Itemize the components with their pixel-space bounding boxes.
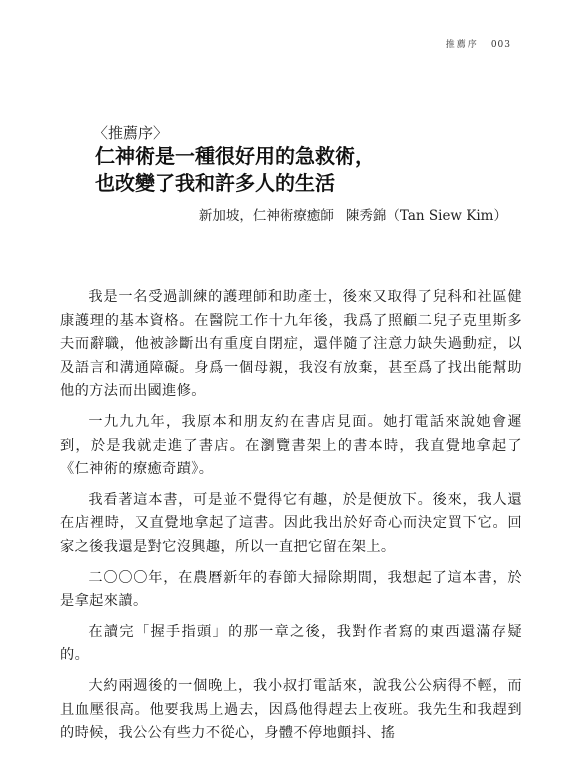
article-title-line-2: 也改變了我和許多人的生活 <box>95 171 335 195</box>
running-head-section: 推薦序 <box>445 40 479 50</box>
paragraph: 我看著這本書，可是並不覺得它有趣，於是便放下。後來，我人還在店裡時，又直覺地拿起了這書。因此我出於好奇心而決定買下它。回家之後我還是對它沒興趣，所以一直把它留在架上。 <box>60 491 522 555</box>
page-number: 003 <box>490 40 511 50</box>
author-role: 新加坡，仁神術療癒師 <box>198 208 334 224</box>
paragraph: 我是一名受過訓練的護理師和助產士，後來又取得了兒科和社區健康護理的基本資格。在醫院工作十九年後，我爲了照顧二兒子克里斯多夫而辭職，他被診斷出有重度自閉症，還伴隨了注意力缺失過動症，以及語言和溝通障礙。身爲一個母親，我沒有放棄，甚至爲了找出能幫助他的方法而出國進修。 <box>60 289 522 400</box>
paragraph: 一九九九年，我原本和朋友約在書店見面。她打電話來說她會遲到，於是我就走進了書店。在瀏覽書架上的書本時，我直覺地拿起了《仁神術的療癒奇蹟》。 <box>60 413 522 478</box>
body-text <box>60 286 522 753</box>
author-byline <box>199 204 507 224</box>
section-tag: 〈推薦序〉 <box>93 124 169 142</box>
article-title <box>95 143 375 197</box>
running-head <box>446 37 511 50</box>
paragraph: 在讀完「握手指頭」的那一章之後，我對作者寫的東西還滿存疑的。 <box>60 623 522 664</box>
paragraph: 二〇〇〇年，在農曆新年的春節大掃除期間，我想起了這本書，於是拿起來讀。 <box>60 569 522 610</box>
paragraph: 大約兩週後的一個晚上，我小叔打電話來，說我公公病得不輕，而且血壓很高。他要我馬上過去，因爲他得趕去上夜班。我先生和我趕到的時候，我公公有些力不從心，身體不停地顫抖、搖 <box>60 677 522 742</box>
article-title-line-1: 仁神術是一種很好用的急救術， <box>95 144 375 168</box>
author-name: 陳秀錦（Tan Siew Kim） <box>345 208 507 224</box>
